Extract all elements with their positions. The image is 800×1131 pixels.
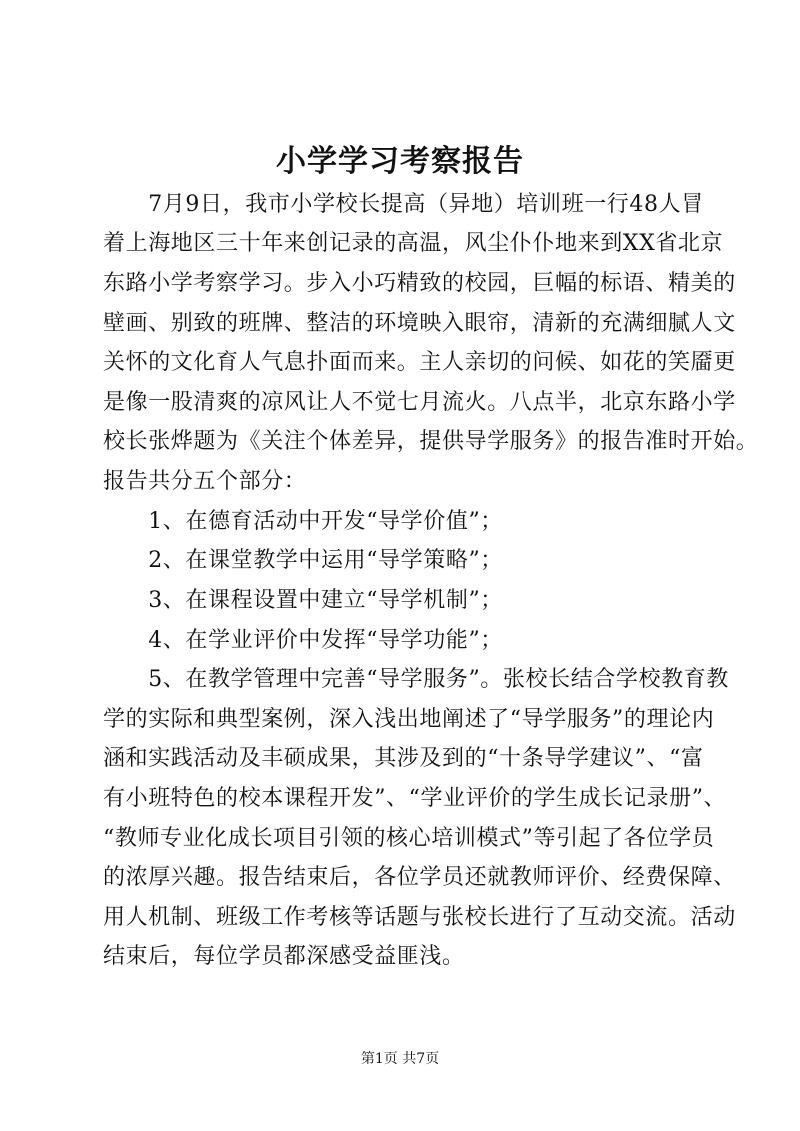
body-line: 校长张烨题为《关注个体差异，提供导学服务》的报告准时开始。 xyxy=(103,429,759,454)
list-item: 5、在教学管理中完善“导学服务”。张校长结合学校教育教 xyxy=(103,667,729,692)
list-item: 4、在学业评价中发挥“导学功能”； xyxy=(103,628,503,653)
body-line: 用人机制、班级工作考核等话题与张校长进行了互动交流。活动 xyxy=(103,905,736,930)
body-line: 关怀的文化育人气息扑面而来。主人亲切的问候、如花的笑靥更 xyxy=(103,350,736,375)
body-line: 学的实际和典型案例，深入浅出地阐述了“导学服务”的理论内 xyxy=(103,707,715,732)
list-item: 2、在课堂教学中运用“导学策略”； xyxy=(103,548,503,573)
body-line: 报告共分五个部分： xyxy=(103,469,307,494)
list-item: 1、在德育活动中开发“导学价值”； xyxy=(103,509,503,534)
body-line: 结束后，每位学员都深感受益匪浅。 xyxy=(103,944,465,969)
body-line: “教师专业化成长项目引领的核心培训模式”等引起了各位学员 xyxy=(103,826,715,851)
page-title: 小学学习考察报告 xyxy=(276,144,524,179)
body-line: 着上海地区三十年来创记录的高温，风尘仆仆地来到XX省北京 xyxy=(103,231,724,256)
body-line: 7月9日，我市小学校长提高（异地）培训班一行48人冒 xyxy=(103,192,704,217)
body-line: 的浓厚兴趣。报告结束后，各位学员还就教师评价、经费保障、 xyxy=(103,865,736,890)
body-line: 涵和实践活动及丰硕成果，其涉及到的“十条导学建议”、“富 xyxy=(103,746,704,771)
body-line: 是像一股清爽的凉风让人不觉七月流火。八点半，北京东路小学 xyxy=(103,390,736,415)
body-line: 有小班特色的校本课程开发”、“学业评价的学生成长记录册”、 xyxy=(103,786,727,811)
body-line: 壁画、别致的班牌、整洁的环境映入眼帘，清新的充满细腻人文 xyxy=(103,311,736,336)
list-item: 3、在课程设置中建立“导学机制”； xyxy=(103,588,503,613)
body-line: 东路小学考察学习。步入小巧精致的校园，巨幅的标语、精美的 xyxy=(103,271,736,296)
page-footer: 第1页 共7页 xyxy=(360,1051,440,1067)
